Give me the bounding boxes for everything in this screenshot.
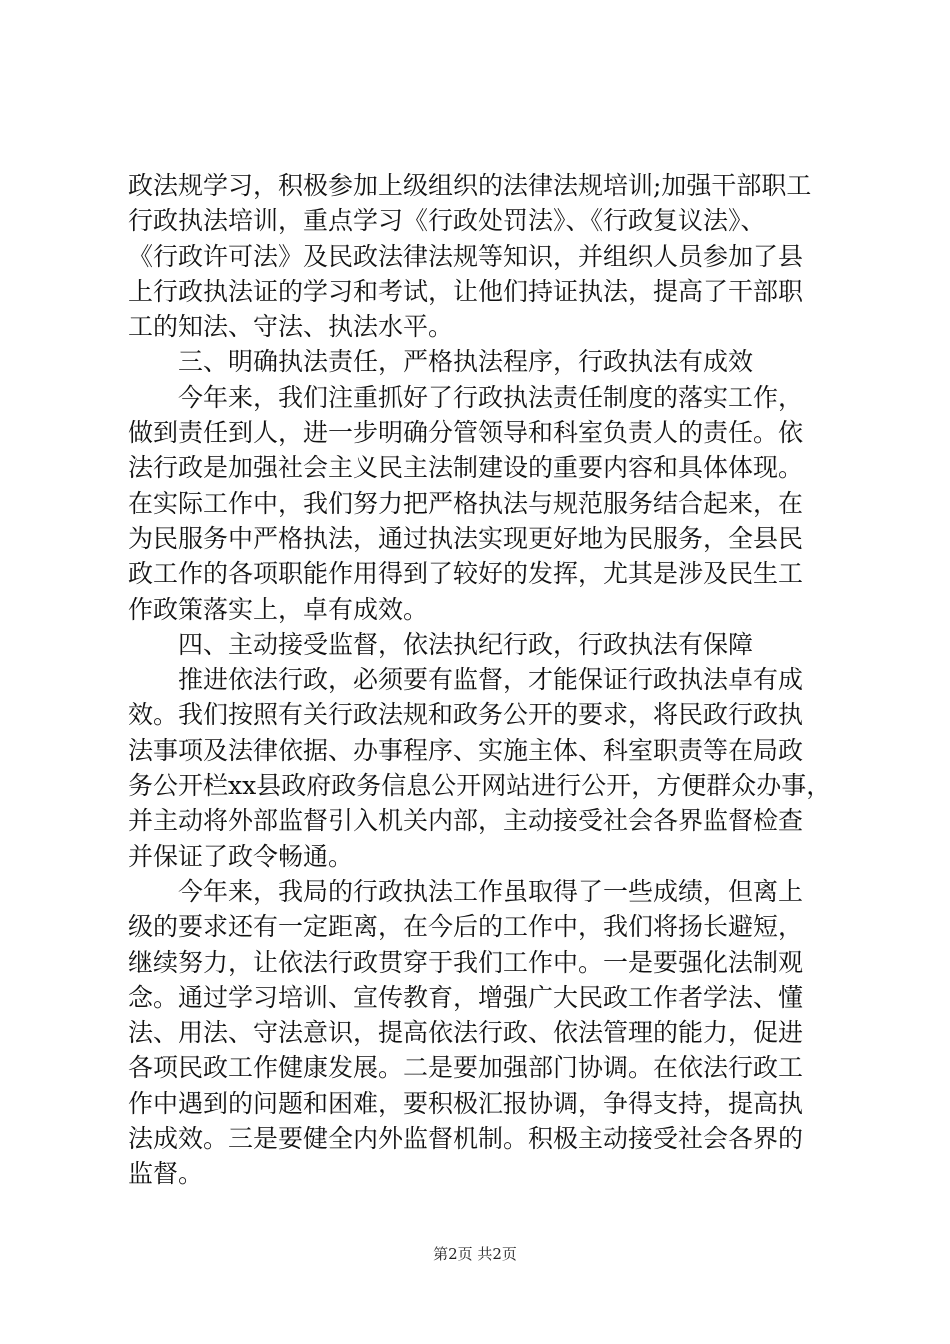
section-heading: 三、明确执法责任，严格执法程序，行政执法有成效 <box>178 347 754 377</box>
text-line: 效。我们按照有关行政法规和政务公开的要求，将民政行政执 <box>128 700 804 730</box>
text-line: 行政执法培训，重点学习《行政处罚法》、《行政复议法》、 <box>128 206 766 236</box>
text-line: 法成效。三是要健全内外监督机制。积极主动接受社会各界的 <box>128 1124 804 1154</box>
document-body <box>128 168 832 1192</box>
text-line: 工的知法、守法、执法水平。 <box>128 312 454 342</box>
text-line: 法事项及法律依据、办事程序、实施主体、科室职责等在局政 <box>128 735 804 765</box>
text-line: 念。通过学习培训、宣传教育，增强广大民政工作者学法、懂 <box>128 982 804 1012</box>
text-line: 并保证了政令畅通。 <box>128 841 354 871</box>
text-line: 推进依法行政，必须要有监督，才能保证行政执法卓有成 <box>178 665 804 695</box>
text-line: 务公开栏xx县政府政务信息公开网站进行公开，方便群众办事， <box>128 771 832 801</box>
text-line: 各项民政工作健康发展。二是要加强部门协调。在依法行政工 <box>128 1053 804 1083</box>
text-line: 法行政是加强社会主义民主法制建设的重要内容和具体体现。 <box>128 453 804 483</box>
text-line: 《行政许可法》及民政法律法规等知识，并组织人员参加了县 <box>128 241 804 271</box>
text-line: 在实际工作中，我们努力把严格执法与规范服务结合起来，在 <box>128 488 804 518</box>
text-line: 政法规学习，积极参加上级组织的法律法规培训;加强干部职工 <box>128 171 812 200</box>
text-line: 并主动将外部监督引入机关内部，主动接受社会各界监督检查 <box>128 806 804 836</box>
text-line: 法、用法、守法意识，提高依法行政、依法管理的能力，促进 <box>128 1018 804 1048</box>
text-line: 继续努力，让依法行政贯穿于我们工作中。一是要强化法制观 <box>128 947 804 977</box>
text-line: 为民服务中严格执法，通过执法实现更好地为民服务，全县民 <box>128 523 804 553</box>
text-line: 级的要求还有一定距离，在今后的工作中，我们将扬长避短， <box>128 912 804 942</box>
text-line: 今年来，我局的行政执法工作虽取得了一些成绩，但离上 <box>178 876 804 906</box>
text-line: 上行政执法证的学习和考试，让他们持证执法，提高了干部职 <box>128 276 804 306</box>
text-line: 今年来，我们注重抓好了行政执法责任制度的落实工作， <box>178 382 804 412</box>
page-number-footer: 第2页 共2页 <box>433 1245 517 1263</box>
text-line: 做到责任到人，进一步明确分管领导和科室负责人的责任。依 <box>128 418 804 448</box>
text-line: 作中遇到的问题和困难，要积极汇报协调，争得支持，提高执 <box>128 1088 804 1118</box>
text-line: 监督。 <box>128 1159 204 1189</box>
section-heading: 四、主动接受监督，依法执纪行政，行政执法有保障 <box>178 629 754 659</box>
text-line: 政工作的各项职能作用得到了较好的发挥，尤其是涉及民生工 <box>128 559 804 589</box>
text-line: 作政策落实上，卓有成效。 <box>128 594 429 624</box>
